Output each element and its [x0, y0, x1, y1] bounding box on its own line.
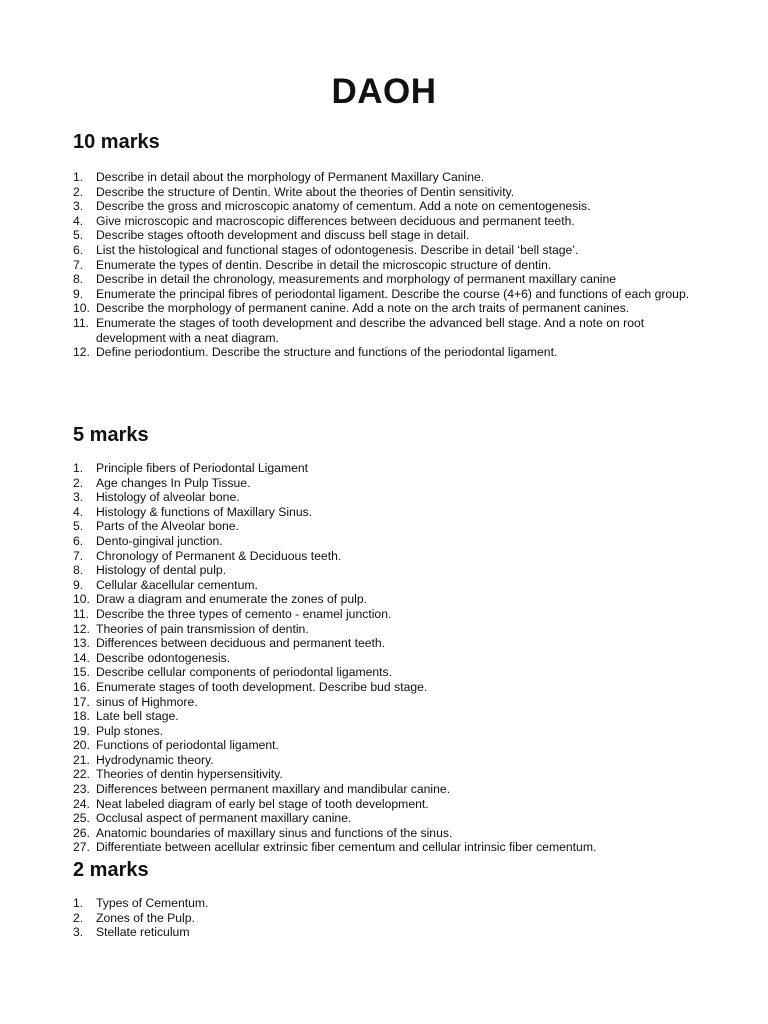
question-number: 1. — [73, 896, 84, 910]
question-item — [73, 476, 703, 491]
question-number: 2. — [73, 475, 84, 490]
question-text: Differentiate between acellular extrinsic fiber cementum and cellular intrinsic fiber cementum. — [96, 840, 597, 855]
question-number: 6. — [73, 242, 84, 257]
question-item — [73, 199, 703, 214]
question-text: Enumerate stages of tooth development. Describe bud stage. — [96, 679, 428, 694]
question-number: 20. — [73, 738, 90, 753]
question-text: Theories of pain transmission of dentin. — [96, 621, 309, 636]
question-text: Zones of the Pulp. — [96, 910, 195, 925]
question-item — [73, 709, 703, 724]
question-text: Occlusal aspect of permanent maxillary canine. — [96, 811, 352, 826]
question-item — [73, 607, 703, 622]
question-item — [73, 738, 703, 753]
question-text: Enumerate the stages of tooth development and describe the advanced bell stage. And a note on root development with a neat diagram. — [96, 315, 645, 345]
question-list-5-marks — [73, 461, 703, 855]
question-text: Hydrodynamic theory. — [96, 752, 214, 767]
question-number: 24. — [73, 796, 90, 811]
question-number: 1. — [73, 461, 84, 475]
question-text: Enumerate the principal fibres of periodontal ligament. Describe the course (4+6) and functions of each group. — [96, 286, 690, 301]
question-item — [73, 258, 703, 273]
question-number: 8. — [73, 272, 84, 287]
question-list-2-marks — [73, 896, 703, 940]
question-number: 2. — [73, 910, 84, 925]
question-item — [73, 592, 703, 607]
question-item — [73, 534, 703, 549]
question-number: 19. — [73, 723, 90, 738]
question-number: 26. — [73, 825, 90, 840]
question-item — [73, 767, 703, 782]
question-text: Histology of dental pulp. — [96, 563, 227, 578]
question-item — [73, 287, 703, 302]
question-number: 7. — [73, 548, 84, 563]
question-number: 10. — [73, 592, 90, 607]
question-item — [73, 316, 703, 345]
question-number: 6. — [73, 533, 84, 548]
question-number: 17. — [73, 694, 90, 709]
question-item — [73, 345, 703, 360]
question-number: 9. — [73, 286, 84, 301]
question-item — [73, 185, 703, 200]
question-text: Theories of dentin hypersensitivity. — [96, 767, 283, 782]
question-text: Histology of alveolar bone. — [96, 490, 240, 505]
question-item — [73, 811, 703, 826]
question-text: Describe the three types of cemento - enamel junction. — [96, 606, 392, 621]
question-number: 7. — [73, 257, 84, 272]
question-text: Describe in detail the chronology, measurements and morphology of permanent maxillary canine — [96, 272, 617, 287]
question-item — [73, 651, 703, 666]
question-number: 21. — [73, 752, 90, 767]
question-text: Describe the morphology of permanent canine. Add a note on the arch traits of permanent canines. — [96, 301, 630, 316]
question-number: 9. — [73, 577, 84, 592]
question-number: 10. — [73, 301, 90, 316]
question-text: Give microscopic and macroscopic differences between deciduous and permanent teeth. — [96, 213, 575, 228]
section-heading-2-marks: 2 marks — [73, 859, 149, 881]
question-item — [73, 563, 703, 578]
question-number: 11. — [73, 315, 90, 330]
question-number: 5. — [73, 519, 84, 534]
question-text: Chronology of Permanent & Deciduous teeth. — [96, 548, 342, 563]
question-item — [73, 170, 703, 185]
question-text: Describe the structure of Dentin. Write about the theories of Dentin sensitivity. — [96, 184, 515, 199]
question-item — [73, 301, 703, 316]
question-number: 8. — [73, 563, 84, 578]
question-item — [73, 519, 703, 534]
question-item — [73, 214, 703, 229]
question-number: 12. — [73, 621, 90, 636]
question-item — [73, 665, 703, 680]
question-text: Parts of the Alveolar bone. — [96, 519, 239, 534]
question-text: Differences between permanent maxillary and mandibular canine. — [96, 782, 451, 797]
question-text: Define periodontium. Describe the structure and functions of the periodontal ligament. — [96, 345, 558, 360]
question-item — [73, 753, 703, 768]
question-number: 3. — [73, 490, 84, 505]
question-text: Differences between deciduous and permanent teeth. — [96, 636, 386, 651]
question-text: Enumerate the types of dentin. Describe in detail the microscopic structure of dentin. — [96, 257, 552, 272]
document-title: DAOH — [331, 72, 437, 111]
question-text: Dento-gingival junction. — [96, 533, 223, 548]
question-number: 3. — [73, 925, 84, 940]
question-item — [73, 680, 703, 695]
question-item — [73, 549, 703, 564]
section-heading-5-marks: 5 marks — [73, 424, 149, 446]
question-number: 12. — [73, 345, 90, 360]
question-item — [73, 695, 703, 710]
question-item — [73, 272, 703, 287]
question-number: 2. — [73, 184, 84, 199]
question-text: Types of Cementum. — [96, 896, 209, 910]
question-text: Draw a diagram and enumerate the zones of pulp. — [96, 592, 367, 607]
question-text: Stellate reticulum — [96, 925, 190, 940]
question-item — [73, 578, 703, 593]
question-text: Late bell stage. — [96, 709, 179, 724]
question-text: Describe stages oftooth development and discuss bell stage in detail. — [96, 228, 470, 243]
question-text: Anatomic boundaries of maxillary sinus and functions of the sinus. — [96, 825, 453, 840]
question-number: 22. — [73, 767, 90, 782]
question-item — [73, 896, 703, 911]
question-text: List the histological and functional stages of odontogenesis. Describe in detail ‘bell stage’. — [96, 242, 579, 257]
question-item — [73, 622, 703, 637]
question-text: Age changes In Pulp Tissue. — [96, 475, 251, 490]
question-text: Describe in detail about the morphology of Permanent Maxillary Canine. — [96, 170, 485, 184]
question-item — [73, 782, 703, 797]
section-heading-10-marks: 10 marks — [73, 131, 160, 153]
question-number: 27. — [73, 840, 90, 855]
question-number: 25. — [73, 811, 90, 826]
question-item — [73, 840, 703, 855]
question-number: 4. — [73, 213, 84, 228]
question-text: Functions of periodontal ligament. — [96, 738, 279, 753]
question-text: Cellular &acellular cementum. — [96, 577, 258, 592]
question-item — [73, 243, 703, 258]
question-text: Describe the gross and microscopic anatomy of cementum. Add a note on cementogenesis. — [96, 199, 591, 214]
question-item — [73, 925, 703, 940]
question-item — [73, 826, 703, 841]
question-item — [73, 505, 703, 520]
question-item — [73, 636, 703, 651]
question-list-10-marks — [73, 170, 703, 360]
question-number: 13. — [73, 636, 90, 651]
question-text: Principle fibers of Periodontal Ligament — [96, 461, 309, 475]
question-number: 18. — [73, 709, 90, 724]
question-item — [73, 724, 703, 739]
question-number: 5. — [73, 228, 84, 243]
question-number: 3. — [73, 199, 84, 214]
question-text: Neat labeled diagram of early bel stage of tooth development. — [96, 796, 429, 811]
question-item — [73, 228, 703, 243]
question-text: Describe odontogenesis. — [96, 650, 231, 665]
question-number: 16. — [73, 679, 90, 694]
question-item — [73, 461, 703, 476]
question-item — [73, 797, 703, 812]
question-text: Describe cellular components of periodontal ligaments. — [96, 665, 393, 680]
question-number: 1. — [73, 170, 84, 184]
question-item — [73, 911, 703, 926]
question-number: 14. — [73, 650, 90, 665]
question-number: 4. — [73, 504, 84, 519]
question-number: 15. — [73, 665, 90, 680]
question-number: 23. — [73, 782, 90, 797]
question-text: Pulp stones. — [96, 723, 164, 738]
question-item — [73, 490, 703, 505]
question-text: sinus of Highmore. — [96, 694, 198, 709]
question-text: Histology & functions of Maxillary Sinus. — [96, 504, 313, 519]
question-number: 11. — [73, 606, 90, 621]
